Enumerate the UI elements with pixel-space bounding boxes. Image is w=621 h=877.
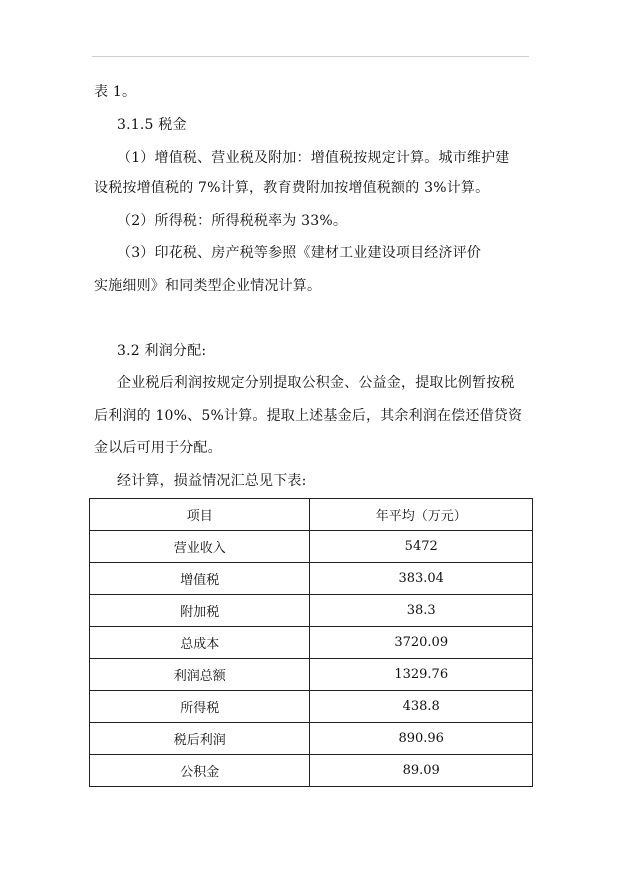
table-row bbox=[90, 563, 533, 595]
item-3-line-1: （3）印花税、房产税等参照《建材工业建设项目经济评价 bbox=[117, 245, 482, 261]
item-1-line-2: 设税按增值税的 7%计算，教育费附加按增值税额的 3%计算。 bbox=[94, 180, 490, 196]
table-row bbox=[90, 723, 533, 755]
table-row bbox=[90, 755, 533, 787]
row-item: 公积金 bbox=[90, 755, 310, 787]
table-row bbox=[90, 691, 533, 723]
row-item: 附加税 bbox=[90, 595, 310, 627]
table-reference-text: 表 1。 bbox=[94, 84, 137, 100]
header-annual-average: 年平均（万元） bbox=[310, 499, 533, 531]
header-item: 项目 bbox=[90, 499, 310, 531]
income-summary-table bbox=[89, 498, 533, 787]
row-value: 89.09 bbox=[310, 755, 533, 787]
row-item: 总成本 bbox=[90, 627, 310, 659]
item-3-line-2: 实施细则》和同类型企业情况计算。 bbox=[94, 278, 322, 294]
profit-paragraph-line-1: 企业税后利润按规定分别提取公积金、公益金，提取比例暂按税 bbox=[117, 375, 515, 391]
row-item: 利润总额 bbox=[90, 659, 310, 691]
row-value: 5472 bbox=[310, 531, 533, 563]
profit-paragraph-line-2: 后利润的 10%、5%计算。提取上述基金后，其余利润在偿还借贷资 bbox=[94, 408, 523, 424]
table-row bbox=[90, 627, 533, 659]
row-value: 38.3 bbox=[310, 595, 533, 627]
row-item: 所得税 bbox=[90, 691, 310, 723]
row-value: 890.96 bbox=[310, 723, 533, 755]
table-row bbox=[90, 531, 533, 563]
row-value: 3720.09 bbox=[310, 627, 533, 659]
header-rule bbox=[92, 56, 529, 57]
item-2-text: （2）所得税：所得税税率为 33%。 bbox=[117, 213, 348, 229]
row-value: 383.04 bbox=[310, 563, 533, 595]
table-intro-text: 经计算，损益情况汇总见下表: bbox=[117, 473, 307, 489]
table-row bbox=[90, 595, 533, 627]
row-item: 增值税 bbox=[90, 563, 310, 595]
item-1-line-1: （1）增值税、营业税及附加：增值税按规定计算。城市维护建 bbox=[117, 150, 510, 166]
table-row bbox=[90, 659, 533, 691]
row-value: 438.8 bbox=[310, 691, 533, 723]
profit-paragraph-line-3: 金以后可用于分配。 bbox=[94, 440, 222, 456]
table-header-row bbox=[90, 499, 533, 531]
section-heading-3-1-5: 3.1.5 税金 bbox=[117, 117, 187, 133]
row-item: 税后利润 bbox=[90, 723, 310, 755]
row-value: 1329.76 bbox=[310, 659, 533, 691]
section-heading-3-2: 3.2 利润分配: bbox=[117, 343, 207, 359]
row-item: 营业收入 bbox=[90, 531, 310, 563]
